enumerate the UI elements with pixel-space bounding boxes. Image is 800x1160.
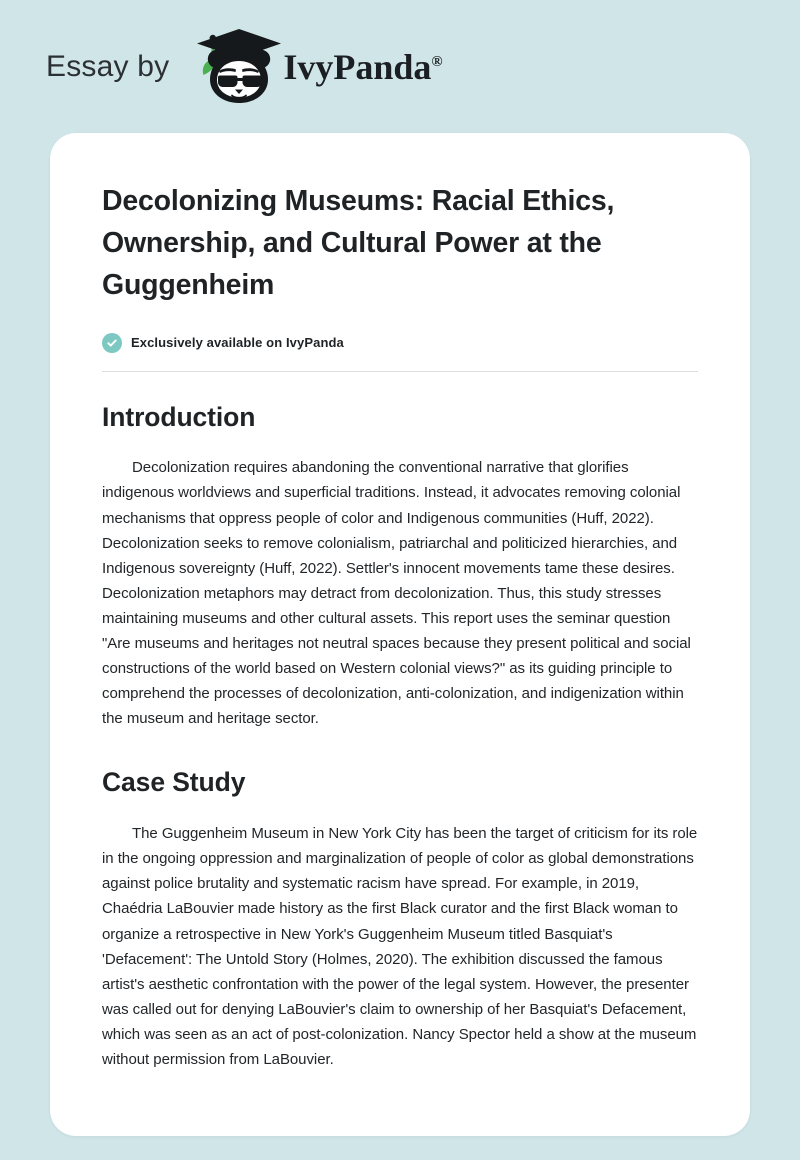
panda-graduate-icon — [191, 29, 287, 105]
essay-card — [50, 133, 750, 1136]
header-divider — [102, 371, 698, 372]
section-introduction — [102, 402, 698, 732]
status-badge — [102, 333, 698, 353]
section-heading-introduction: Introduction — [102, 401, 256, 432]
page-title: Decolonizing Museums: Racial Ethics, Ownership, and Cultural Power at the Guggenheim — [102, 185, 615, 302]
section-case-study — [102, 767, 698, 1072]
paragraph-introduction-1: Decolonization requires abandoning the conventional narrative that glorifies indigenous worldviews and superficial traditions. Instead, it advocates removing colonial mechanisms that oppress people of color and Indigenous communities (Huff, 2022). Decolonization seeks to remove colonialism, patriarchal and politicized hierarchies, and Indigenous sovereignty (Huff, 2022). Settler's innocent movements tame these desires. Decolonization metaphors may detract from decolonization. Thus, this study stresses maintaining museums and other cultural assets. This report uses the seminar question "Are museums and heritages not neutral spaces because they present political and social constructions of the world based on Western colonial views?" as its guiding principle to comprehend the processes of decolonization, anti-colonization, and indigenization within the museum and heritage sector. — [102, 459, 691, 728]
check-circle-icon — [102, 333, 122, 353]
wordmark-text: IvyPanda — [283, 46, 432, 87]
paragraph-case-study-1: The Guggenheim Museum in New York City has been the target of criticism for its role in the ongoing oppression and marginalization of people of color as global demonstrations against police brutality and systematic racism have spread. For example, in 2019, Chaédria LaBouvier made history as the first Black curator and the first Black woman to organize a retrospective in New York's Guggenheim Museum titled Basquiat's 'Defacement': The Untold Story (Holmes, 2020). The exhibition discussed the famous artist's aesthetic confrontation with the power of the legal system. However, the presenter was called out for denying LaBouvier's claim to ownership of her Basquiat's Defacement, which was seen as an act of post-colonization. Nancy Spector held a show at the museum without permission from LaBouvier. — [102, 825, 698, 1068]
status-badge-label: Exclusively available on IvyPanda — [131, 335, 344, 351]
ivypanda-wordmark — [283, 46, 443, 87]
brand-header — [0, 0, 800, 133]
ivypanda-logo-link[interactable] — [191, 29, 442, 105]
section-heading-case-study: Case Study — [102, 767, 246, 798]
registered-trademark-symbol: ® — [431, 53, 443, 70]
essay-by-label: Essay by — [46, 49, 170, 83]
